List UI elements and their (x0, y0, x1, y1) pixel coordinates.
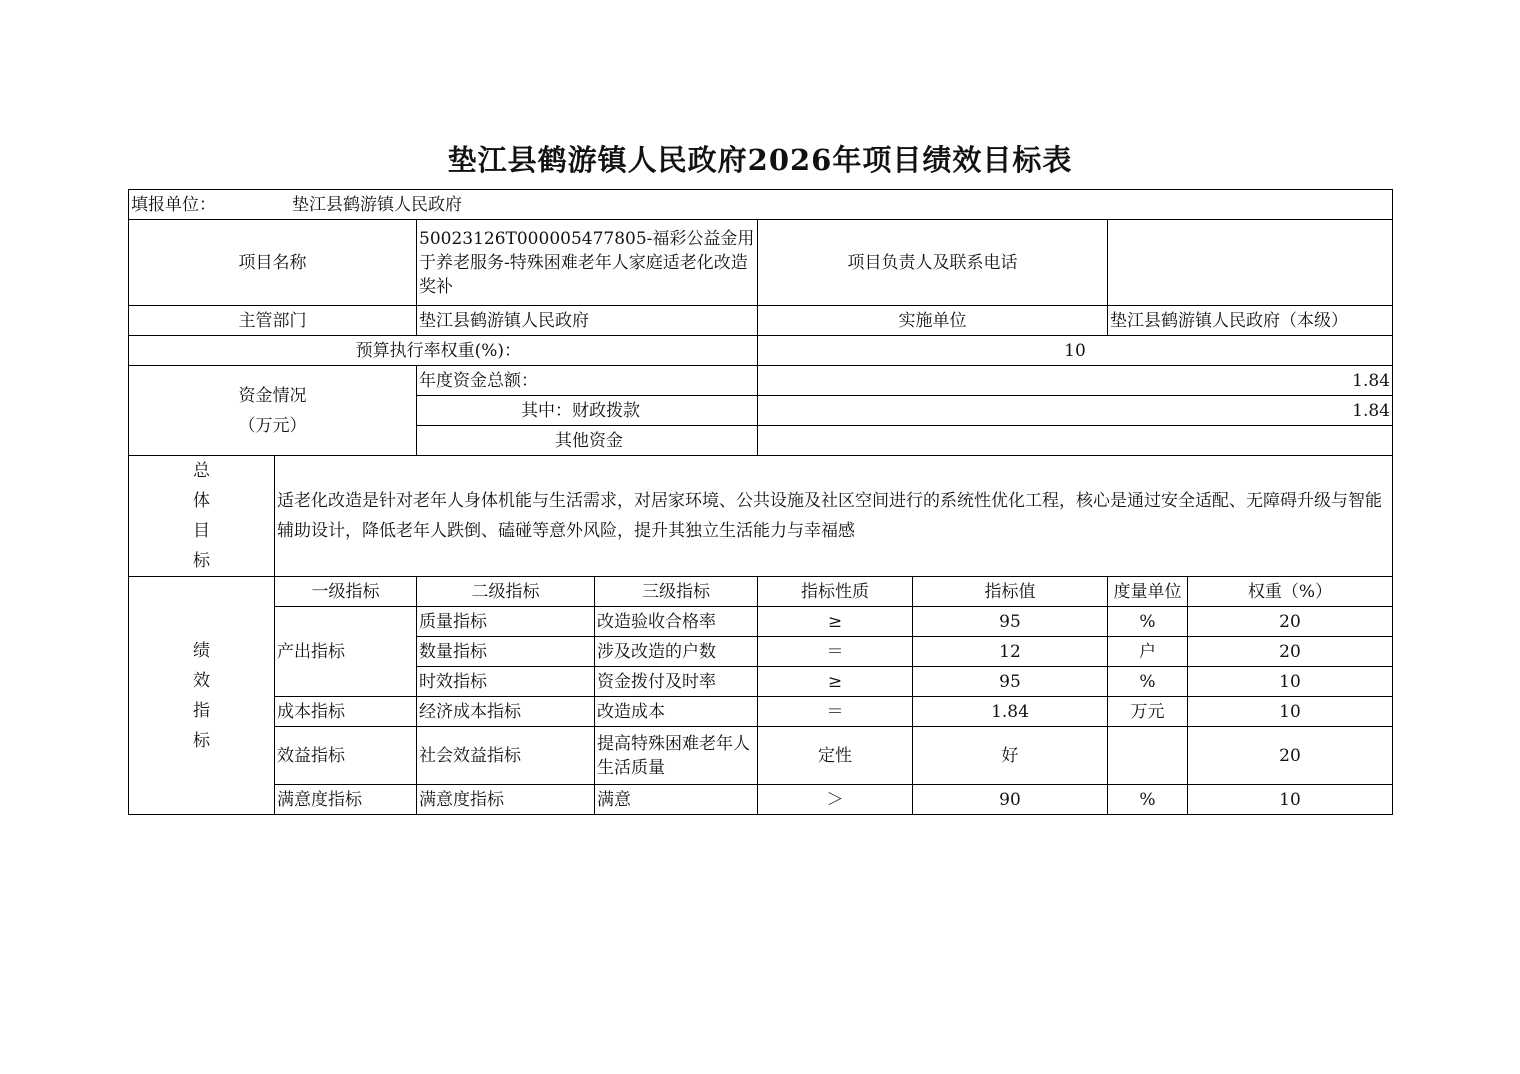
goal-label-char: 总 (193, 461, 210, 481)
value-cell: 90 (913, 785, 1108, 815)
nature-cell: ＝ (758, 697, 913, 727)
indicators-label-char: 指 (193, 700, 210, 721)
funds-other-value (758, 426, 1393, 456)
value-cell: 95 (913, 607, 1108, 637)
unit-cell: % (1108, 785, 1188, 815)
project-name-label: 项目名称 (129, 220, 417, 306)
nature-cell: ＝ (758, 637, 913, 667)
dept-value: 垫江县鹤游镇人民政府 (417, 306, 758, 336)
unit-cell: 户 (1108, 637, 1188, 667)
level2-cell: 时效指标 (417, 667, 595, 697)
level3-cell: 提高特殊困难老年人生活质量 (595, 727, 758, 785)
funds-fiscal-label: 其中：财政拨款 (417, 396, 758, 426)
column-header: 三级指标 (595, 577, 758, 607)
indicators-label-char: 标 (193, 730, 210, 751)
nature-cell: ≥ (758, 607, 913, 637)
project-name-value: 50023126T000005477805-福彩公益金用于养老服务-特殊困难老年人家庭适老化改造奖补 (417, 220, 758, 306)
column-header: 二级指标 (417, 577, 595, 607)
funds-label (129, 366, 417, 456)
level2-cell: 质量指标 (417, 607, 595, 637)
unit-cell (1108, 727, 1188, 785)
level3-cell: 满意 (595, 785, 758, 815)
project-contact-label: 项目负责人及联系电话 (758, 220, 1108, 306)
column-header: 指标值 (913, 577, 1108, 607)
weight-cell: 10 (1188, 697, 1393, 727)
funds-label-line1: 资金情况 (238, 385, 307, 406)
column-header: 权重（%） (1188, 577, 1393, 607)
budget-weight-row (129, 336, 1393, 366)
funds-fiscal-value: 1.84 (758, 396, 1393, 426)
weight-cell: 20 (1188, 637, 1393, 667)
indicator-header-row (129, 577, 1393, 607)
unit-cell: % (1108, 667, 1188, 697)
value-cell: 1.84 (913, 697, 1108, 727)
column-header: 度量单位 (1108, 577, 1188, 607)
value-cell: 好 (913, 727, 1108, 785)
level1-cell: 成本指标 (275, 697, 417, 727)
nature-cell: 定性 (758, 727, 913, 785)
indicators-label-char: 绩 (193, 640, 210, 661)
level2-cell: 经济成本指标 (417, 697, 595, 727)
level3-cell: 改造验收合格率 (595, 607, 758, 637)
funds-total-label: 年度资金总额： (417, 366, 758, 396)
level1-cell: 效益指标 (275, 727, 417, 785)
project-contact-value (1108, 220, 1393, 306)
weight-cell: 20 (1188, 607, 1393, 637)
page-title: 垫江县鹤游镇人民政府2026年项目绩效目标表 (447, 143, 1073, 177)
indicator-row (129, 727, 1393, 785)
funds-label-line2: （万元） (238, 415, 307, 436)
goal-label-char: 体 (193, 491, 210, 511)
funds-total-row (129, 366, 1393, 396)
impl-unit-value: 垫江县鹤游镇人民政府（本级） (1108, 306, 1393, 336)
goal-label (129, 456, 275, 577)
dept-row (129, 306, 1393, 336)
performance-table (128, 189, 1393, 815)
level3-cell: 涉及改造的户数 (595, 637, 758, 667)
indicator-row (129, 607, 1393, 637)
weight-cell: 10 (1188, 667, 1393, 697)
indicator-row (129, 785, 1393, 815)
impl-unit-label: 实施单位 (758, 306, 1108, 336)
budget-weight-value: 10 (758, 336, 1393, 366)
indicators-label-char: 效 (193, 670, 210, 691)
column-header: 指标性质 (758, 577, 913, 607)
funds-total-value: 1.84 (758, 366, 1393, 396)
value-cell: 95 (913, 667, 1108, 697)
level2-cell: 数量指标 (417, 637, 595, 667)
goal-label-char: 标 (193, 551, 210, 571)
fill-unit-value: 垫江县鹤游镇人民政府 (292, 194, 462, 215)
dept-label: 主管部门 (129, 306, 417, 336)
fill-unit-row (129, 190, 1393, 220)
fill-unit-label: 填报单位： (131, 194, 216, 215)
unit-cell: % (1108, 607, 1188, 637)
level1-cell: 满意度指标 (275, 785, 417, 815)
nature-cell: ≥ (758, 667, 913, 697)
goal-row (129, 456, 1393, 577)
weight-cell: 20 (1188, 727, 1393, 785)
level2-cell: 社会效益指标 (417, 727, 595, 785)
column-header: 一级指标 (275, 577, 417, 607)
nature-cell: ＞ (758, 785, 913, 815)
weight-cell: 10 (1188, 785, 1393, 815)
goal-text: 适老化改造是针对老年人身体机能与生活需求，对居家环境、公共设施及社区空间进行的系统性优化工程，核心是通过安全适配、无障碍升级与智能辅助设计，降低老年人跌倒、磕碰等意外风险，提升其独立生活能力与幸福感 (275, 456, 1393, 577)
indicator-row (129, 697, 1393, 727)
funds-other-label: 其他资金 (417, 426, 758, 456)
goal-label-char: 目 (193, 521, 210, 541)
indicators-label (129, 577, 275, 815)
level2-cell: 满意度指标 (417, 785, 595, 815)
unit-cell: 万元 (1108, 697, 1188, 727)
budget-weight-label: 预算执行率权重(%)： (129, 336, 758, 366)
project-name-row (129, 220, 1393, 306)
value-cell: 12 (913, 637, 1108, 667)
level3-cell: 资金拨付及时率 (595, 667, 758, 697)
level3-cell: 改造成本 (595, 697, 758, 727)
output-indicator-label: 产出指标 (275, 607, 417, 697)
